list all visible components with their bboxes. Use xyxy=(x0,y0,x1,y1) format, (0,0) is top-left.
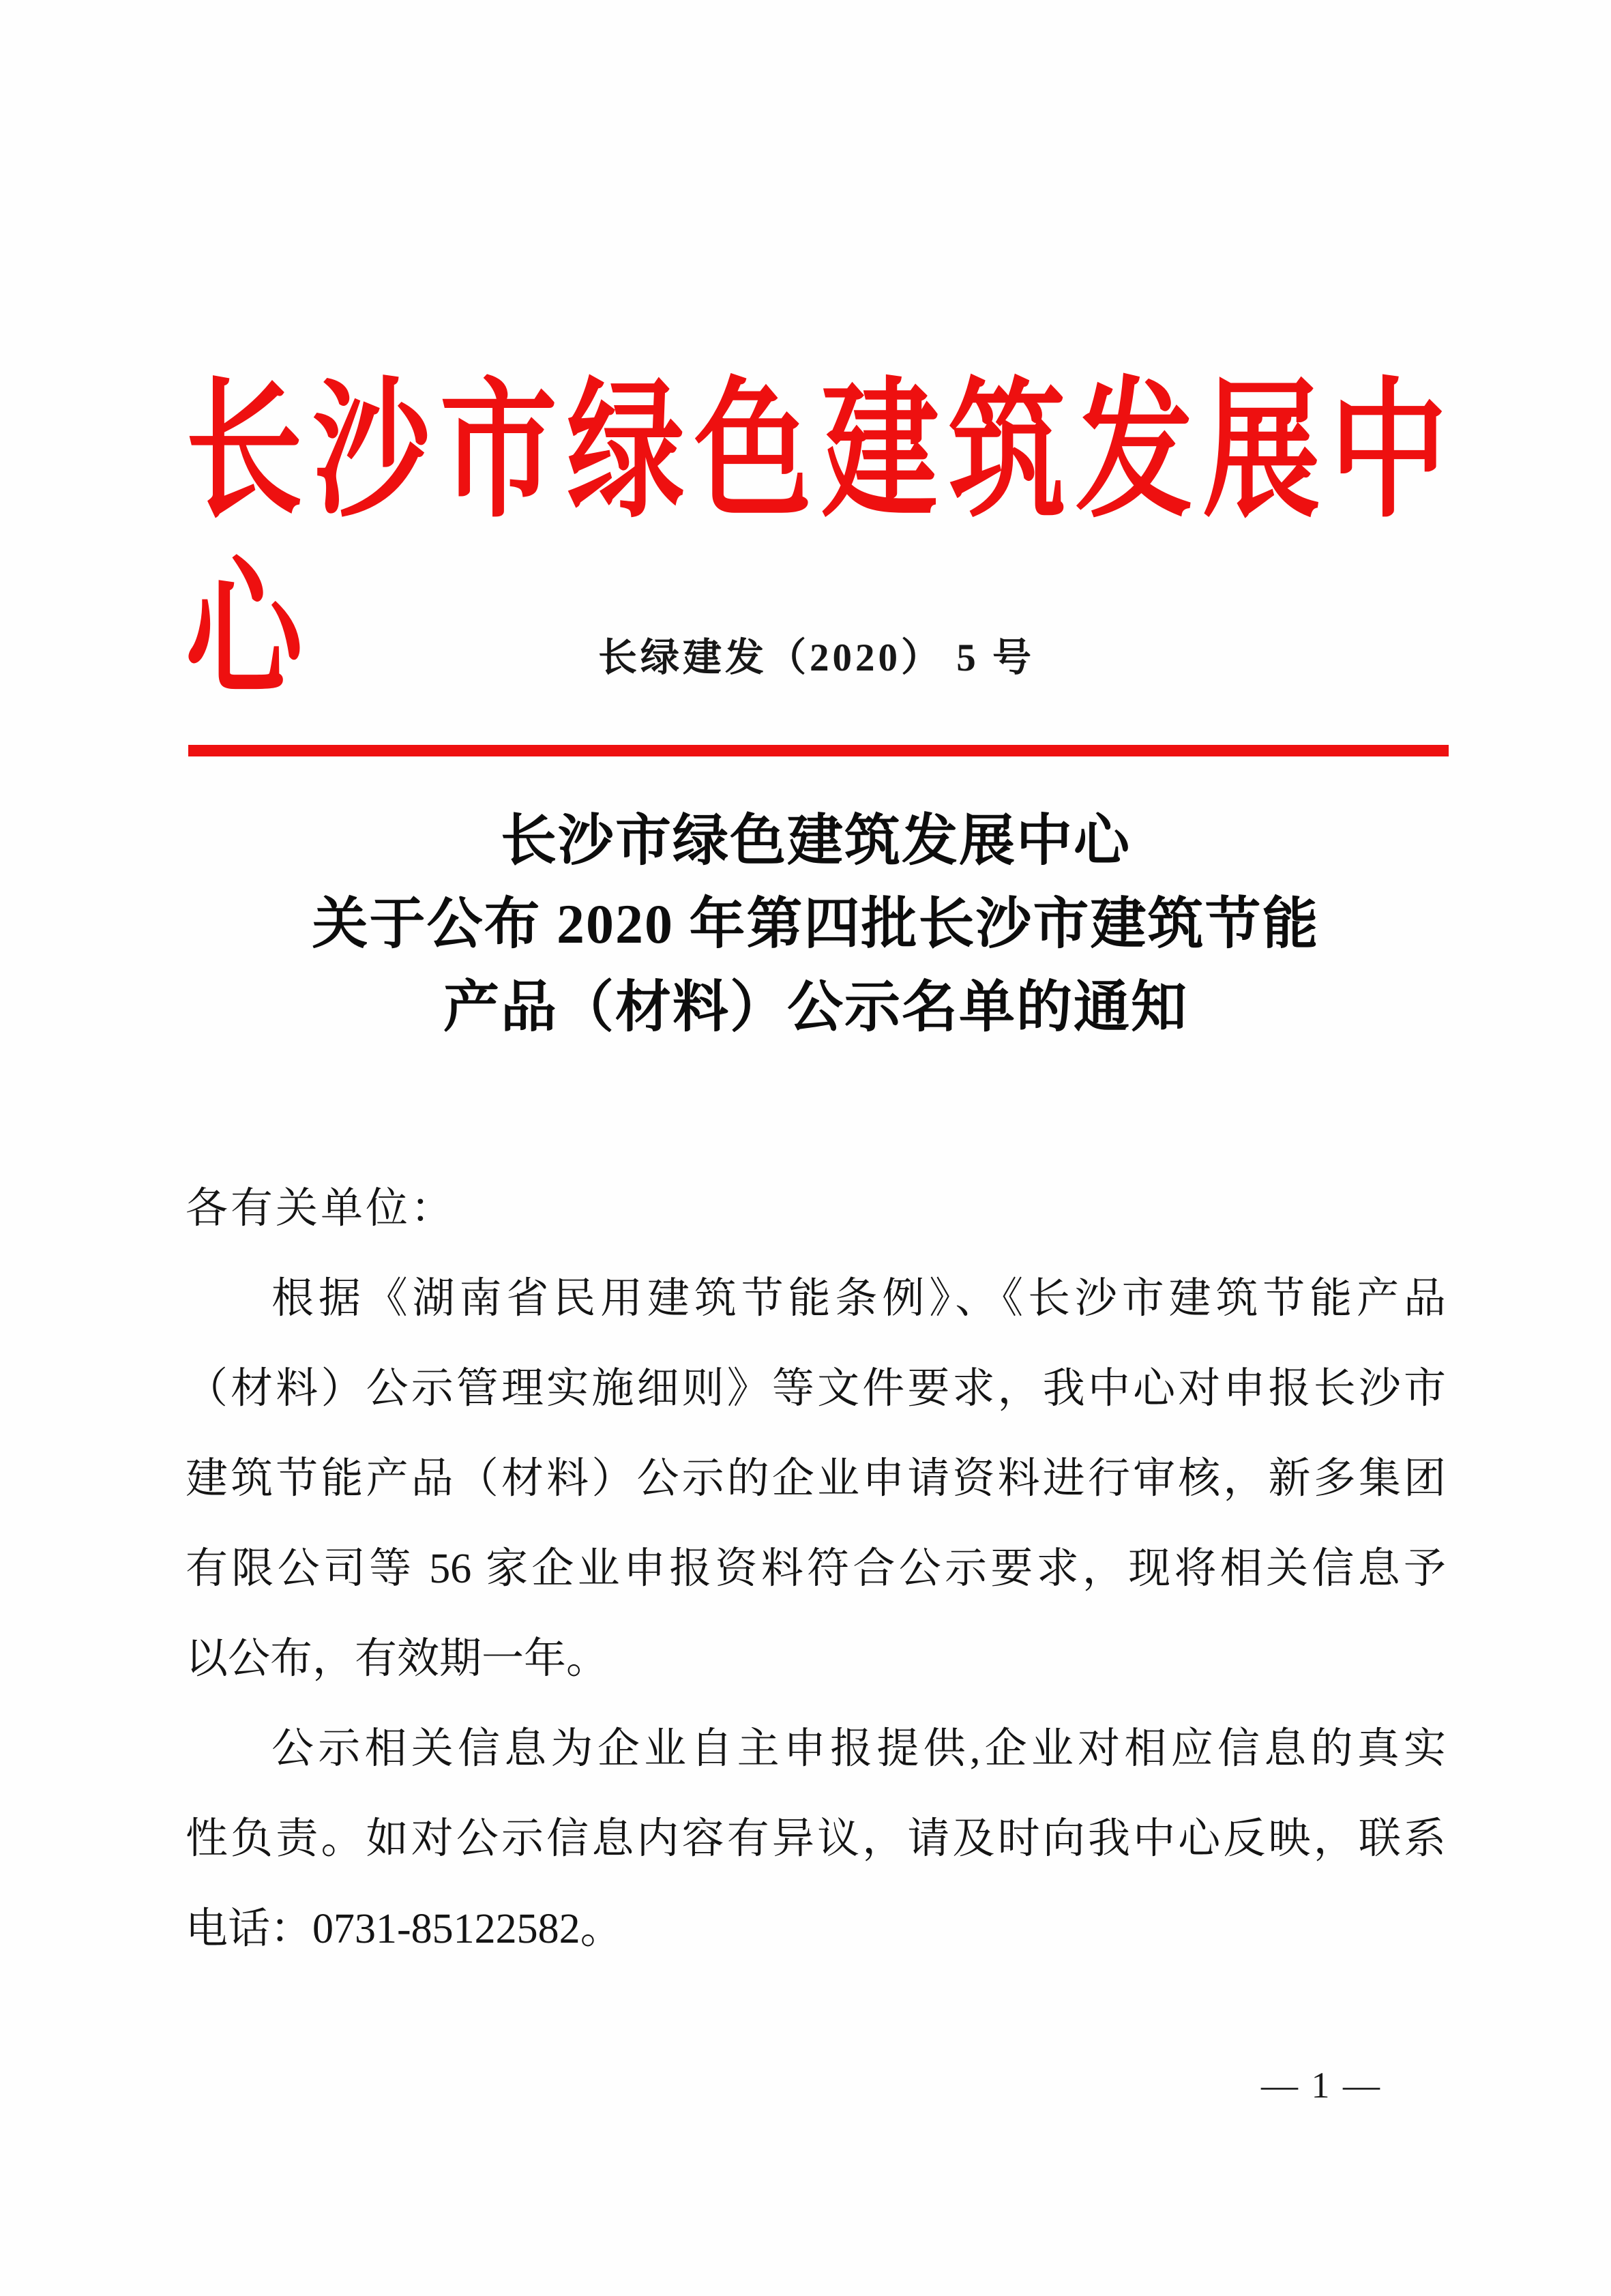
text-line: 根据《湖南省民用建筑节能条例》、《长沙市建筑节能产品 xyxy=(271,1276,1446,1322)
document-body xyxy=(186,1164,1446,1974)
text-line: 以公布，有效期一年。 xyxy=(186,1636,609,1682)
body-paragraph-1 xyxy=(186,1254,1446,1704)
document-title xyxy=(161,799,1470,1049)
text-line: （材料）公示管理实施细则》等文件要求，我中心对申报长沙市 xyxy=(186,1366,1446,1412)
letterhead-divider-rule xyxy=(188,745,1449,756)
salutation: 各有关单位： xyxy=(186,1186,456,1232)
text-line: 建筑节能产品（材料）公示的企业申请资料进行审核，新多集团 xyxy=(186,1456,1446,1502)
text-line: 电话：0731-85122582。 xyxy=(186,1906,623,1952)
text-line: 有限公司等 56 家企业申报资料符合公示要求，现将相关信息予 xyxy=(186,1546,1446,1592)
text-line: 性负责。如对公示信息内容有异议，请及时向我中心反映，联系 xyxy=(186,1816,1446,1862)
text-line: 关于公布 2020 年第四批长沙市建筑节能 xyxy=(312,893,1320,955)
body-paragraph-2 xyxy=(186,1704,1446,1974)
text-line: 产品（材料）公示名单的通知 xyxy=(443,976,1188,1038)
letterhead-org-name: 长沙市绿色建筑发展中心 xyxy=(186,370,1447,715)
page-number: — 1 — xyxy=(1261,2065,1382,2106)
text-line: 公示相关信息为企业自主申报提供,企业对相应信息的真实 xyxy=(271,1726,1446,1772)
doc-number: 长绿建发（2020） 5 号 xyxy=(598,636,1035,679)
text-line: 长沙市绿色建筑发展中心 xyxy=(500,810,1131,872)
